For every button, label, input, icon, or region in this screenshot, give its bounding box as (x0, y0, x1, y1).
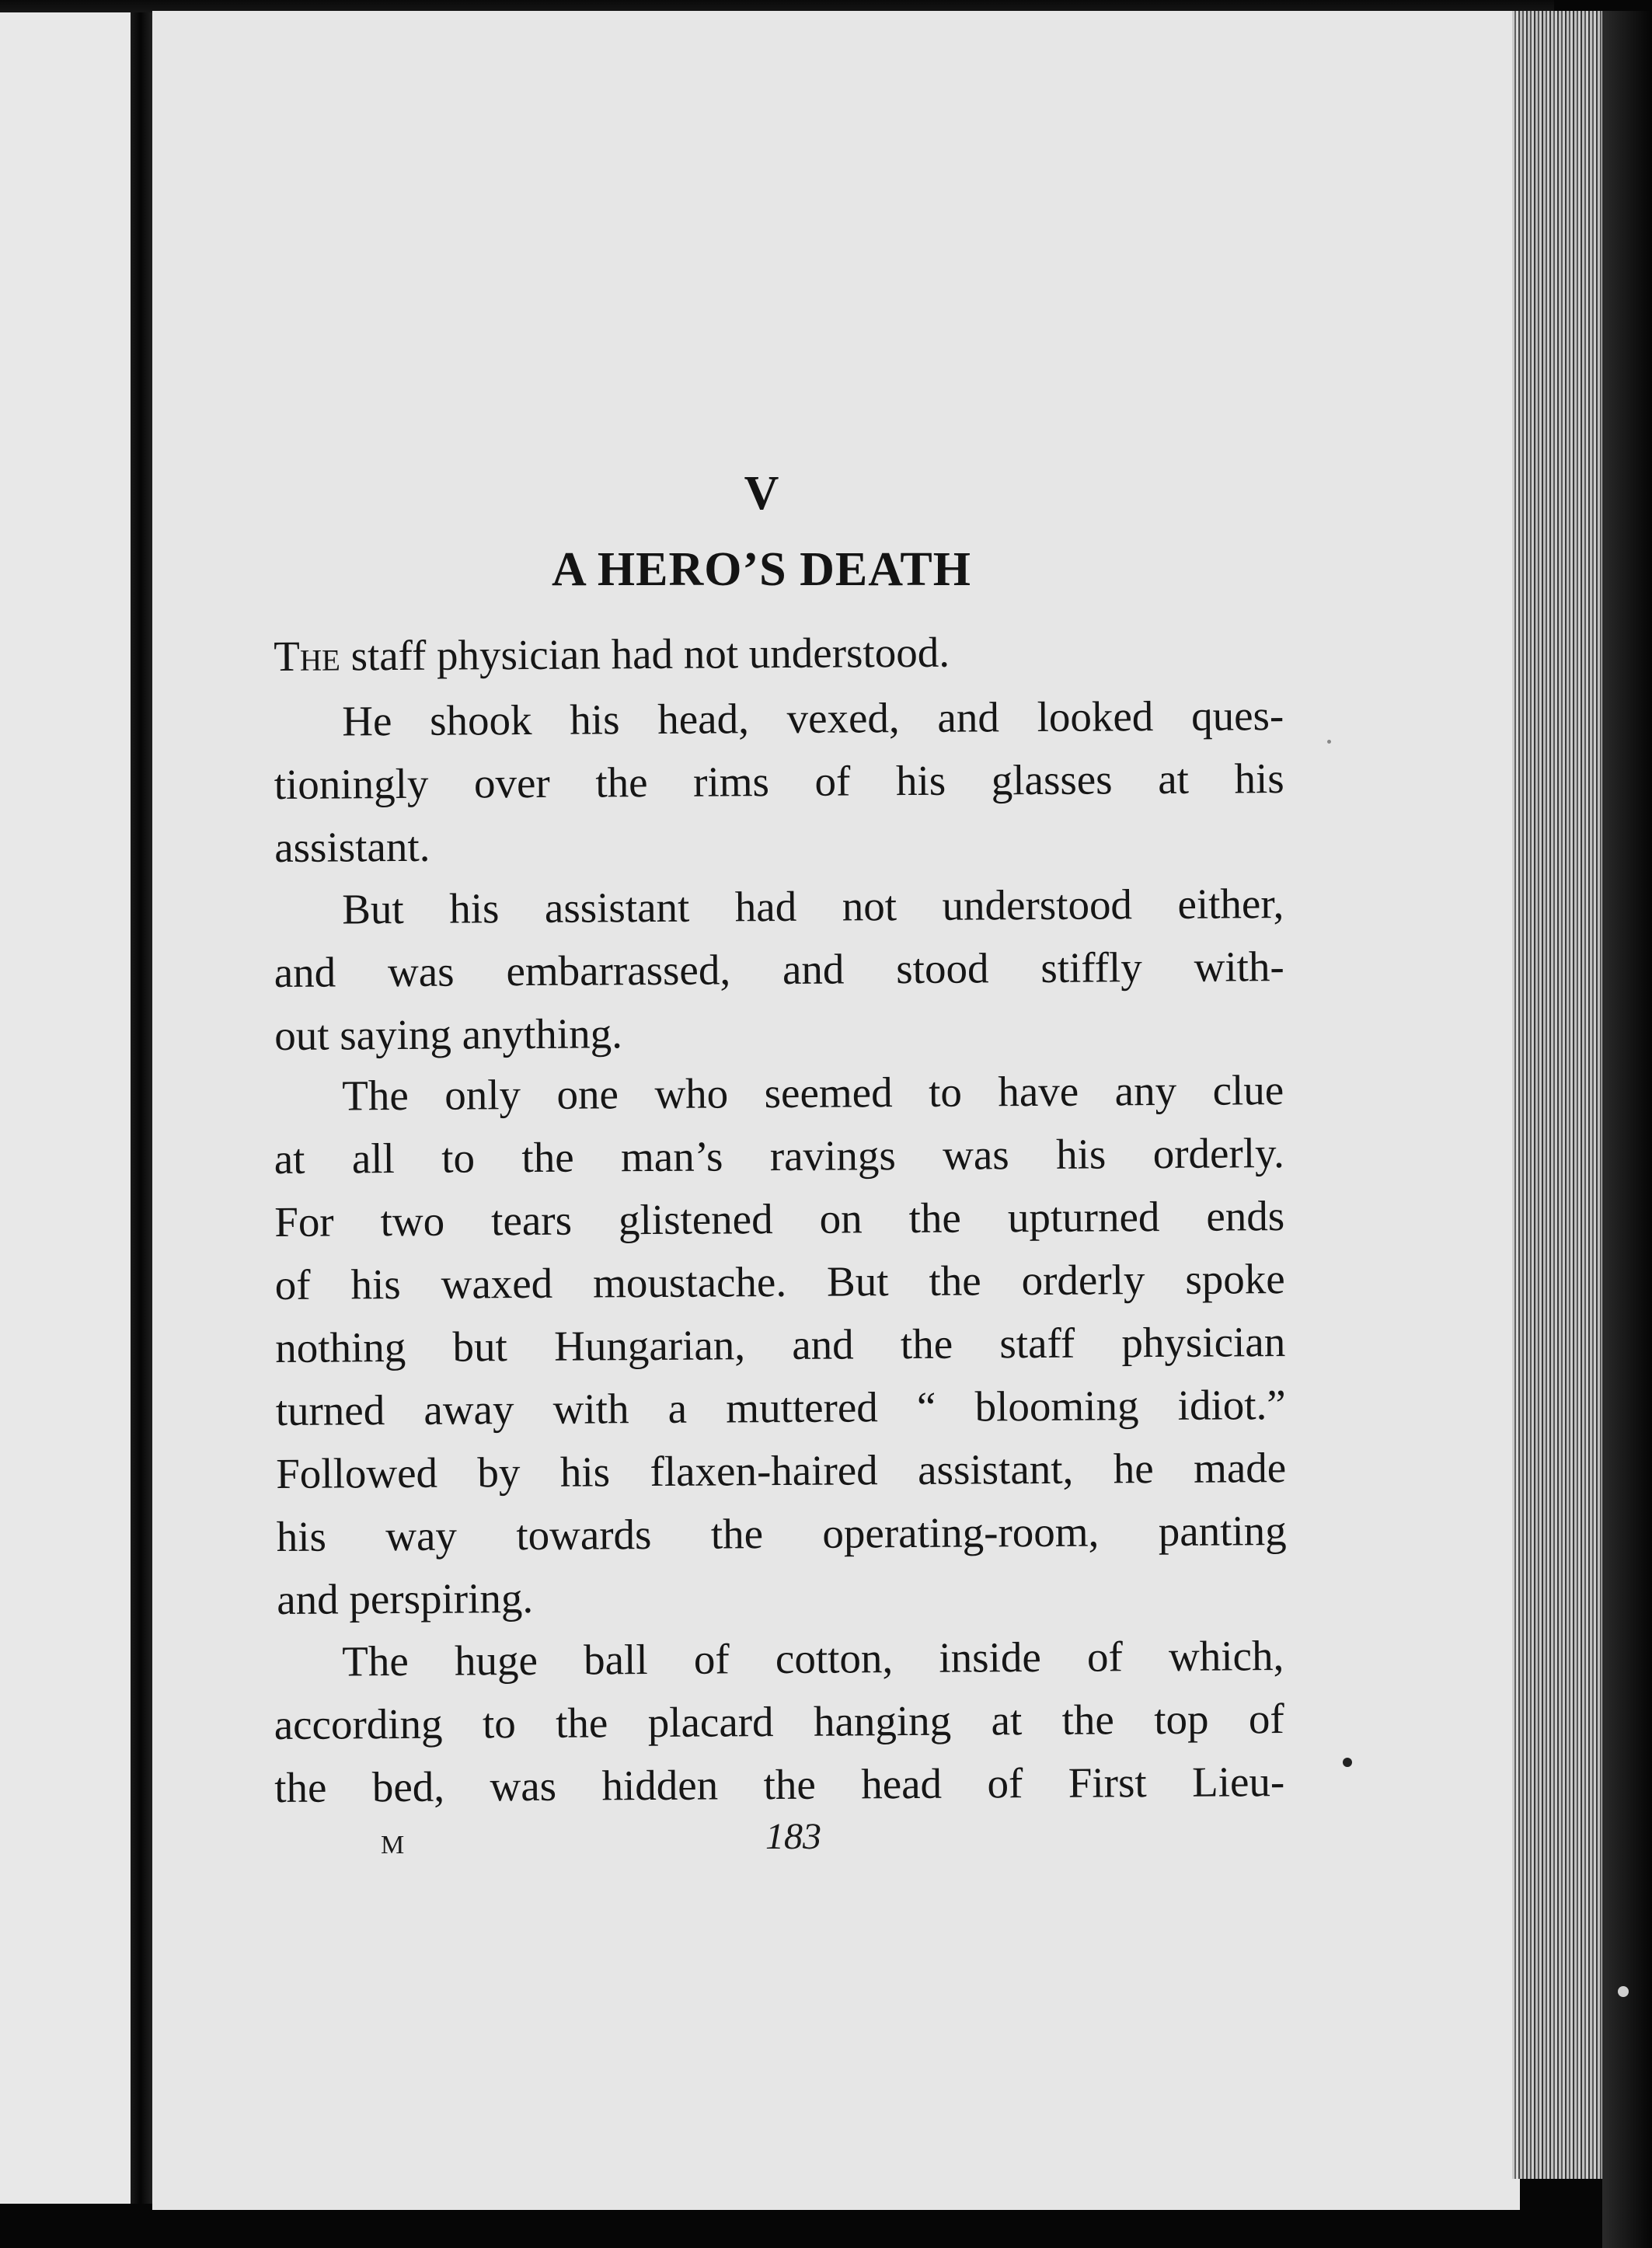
chapter-number: V (744, 467, 779, 520)
text-line: at all to the man’s ravings was his orderly. (274, 1129, 1284, 1183)
text-line (274, 619, 1284, 688)
text-line: according to the placard hanging at the top of (274, 1695, 1284, 1748)
chapter-title: A HERO’S DEATH (552, 543, 971, 596)
text-line-content: staff physician had not understood. (340, 628, 950, 680)
text-line: and was embarrassed, and stood stiffly with- (274, 943, 1284, 996)
ink-speck (1327, 740, 1331, 744)
text-line: of his waxed moustache. But the orderly spoke (274, 1255, 1285, 1309)
right-edge-shadow (1602, 11, 1652, 2248)
paragraph-4 (274, 1058, 1287, 1631)
text-line: For two tears glistened on the upturned ends (274, 1192, 1285, 1246)
paragraph-3 (274, 872, 1284, 1067)
text-line: and perspiring. (277, 1574, 534, 1623)
text-line: But his assistant had not understood either, (342, 880, 1284, 933)
signature-mark: M (381, 1831, 405, 1859)
opening-small-caps: The (274, 632, 341, 680)
text-line: assistant. (274, 822, 430, 871)
ink-speck (1618, 1986, 1629, 1997)
paragraph-1 (274, 619, 1284, 688)
text-line: He shook his head, vexed, and looked ques- (342, 692, 1284, 745)
text-line: The only one who seemed to have any clue (342, 1066, 1284, 1120)
text-line: Followed by his flaxen-haired assistant, he made (276, 1444, 1287, 1497)
ink-speck (1343, 1758, 1352, 1767)
text-line: tioningly over the rims of his glasses at his (274, 755, 1284, 808)
text-line: nothing but Hungarian, and the staff physician (275, 1318, 1286, 1371)
paragraph-5 (274, 1624, 1284, 1819)
text-line: The huge ball of cotton, inside of which, (342, 1632, 1284, 1685)
text-line: his way towards the operating-room, panting (276, 1507, 1287, 1560)
page-number: 183 (765, 1816, 821, 1857)
text-line: turned away with a muttered “ blooming idiot.” (275, 1381, 1286, 1434)
text-line: out saying anything. (274, 1009, 623, 1059)
text-line: the bed, was hidden the head of First Lieu- (274, 1758, 1285, 1811)
page-edges-stack (1512, 11, 1602, 2179)
left-page-leaf (0, 12, 132, 2204)
book-gutter (131, 12, 152, 2204)
paragraph-2 (274, 684, 1284, 879)
